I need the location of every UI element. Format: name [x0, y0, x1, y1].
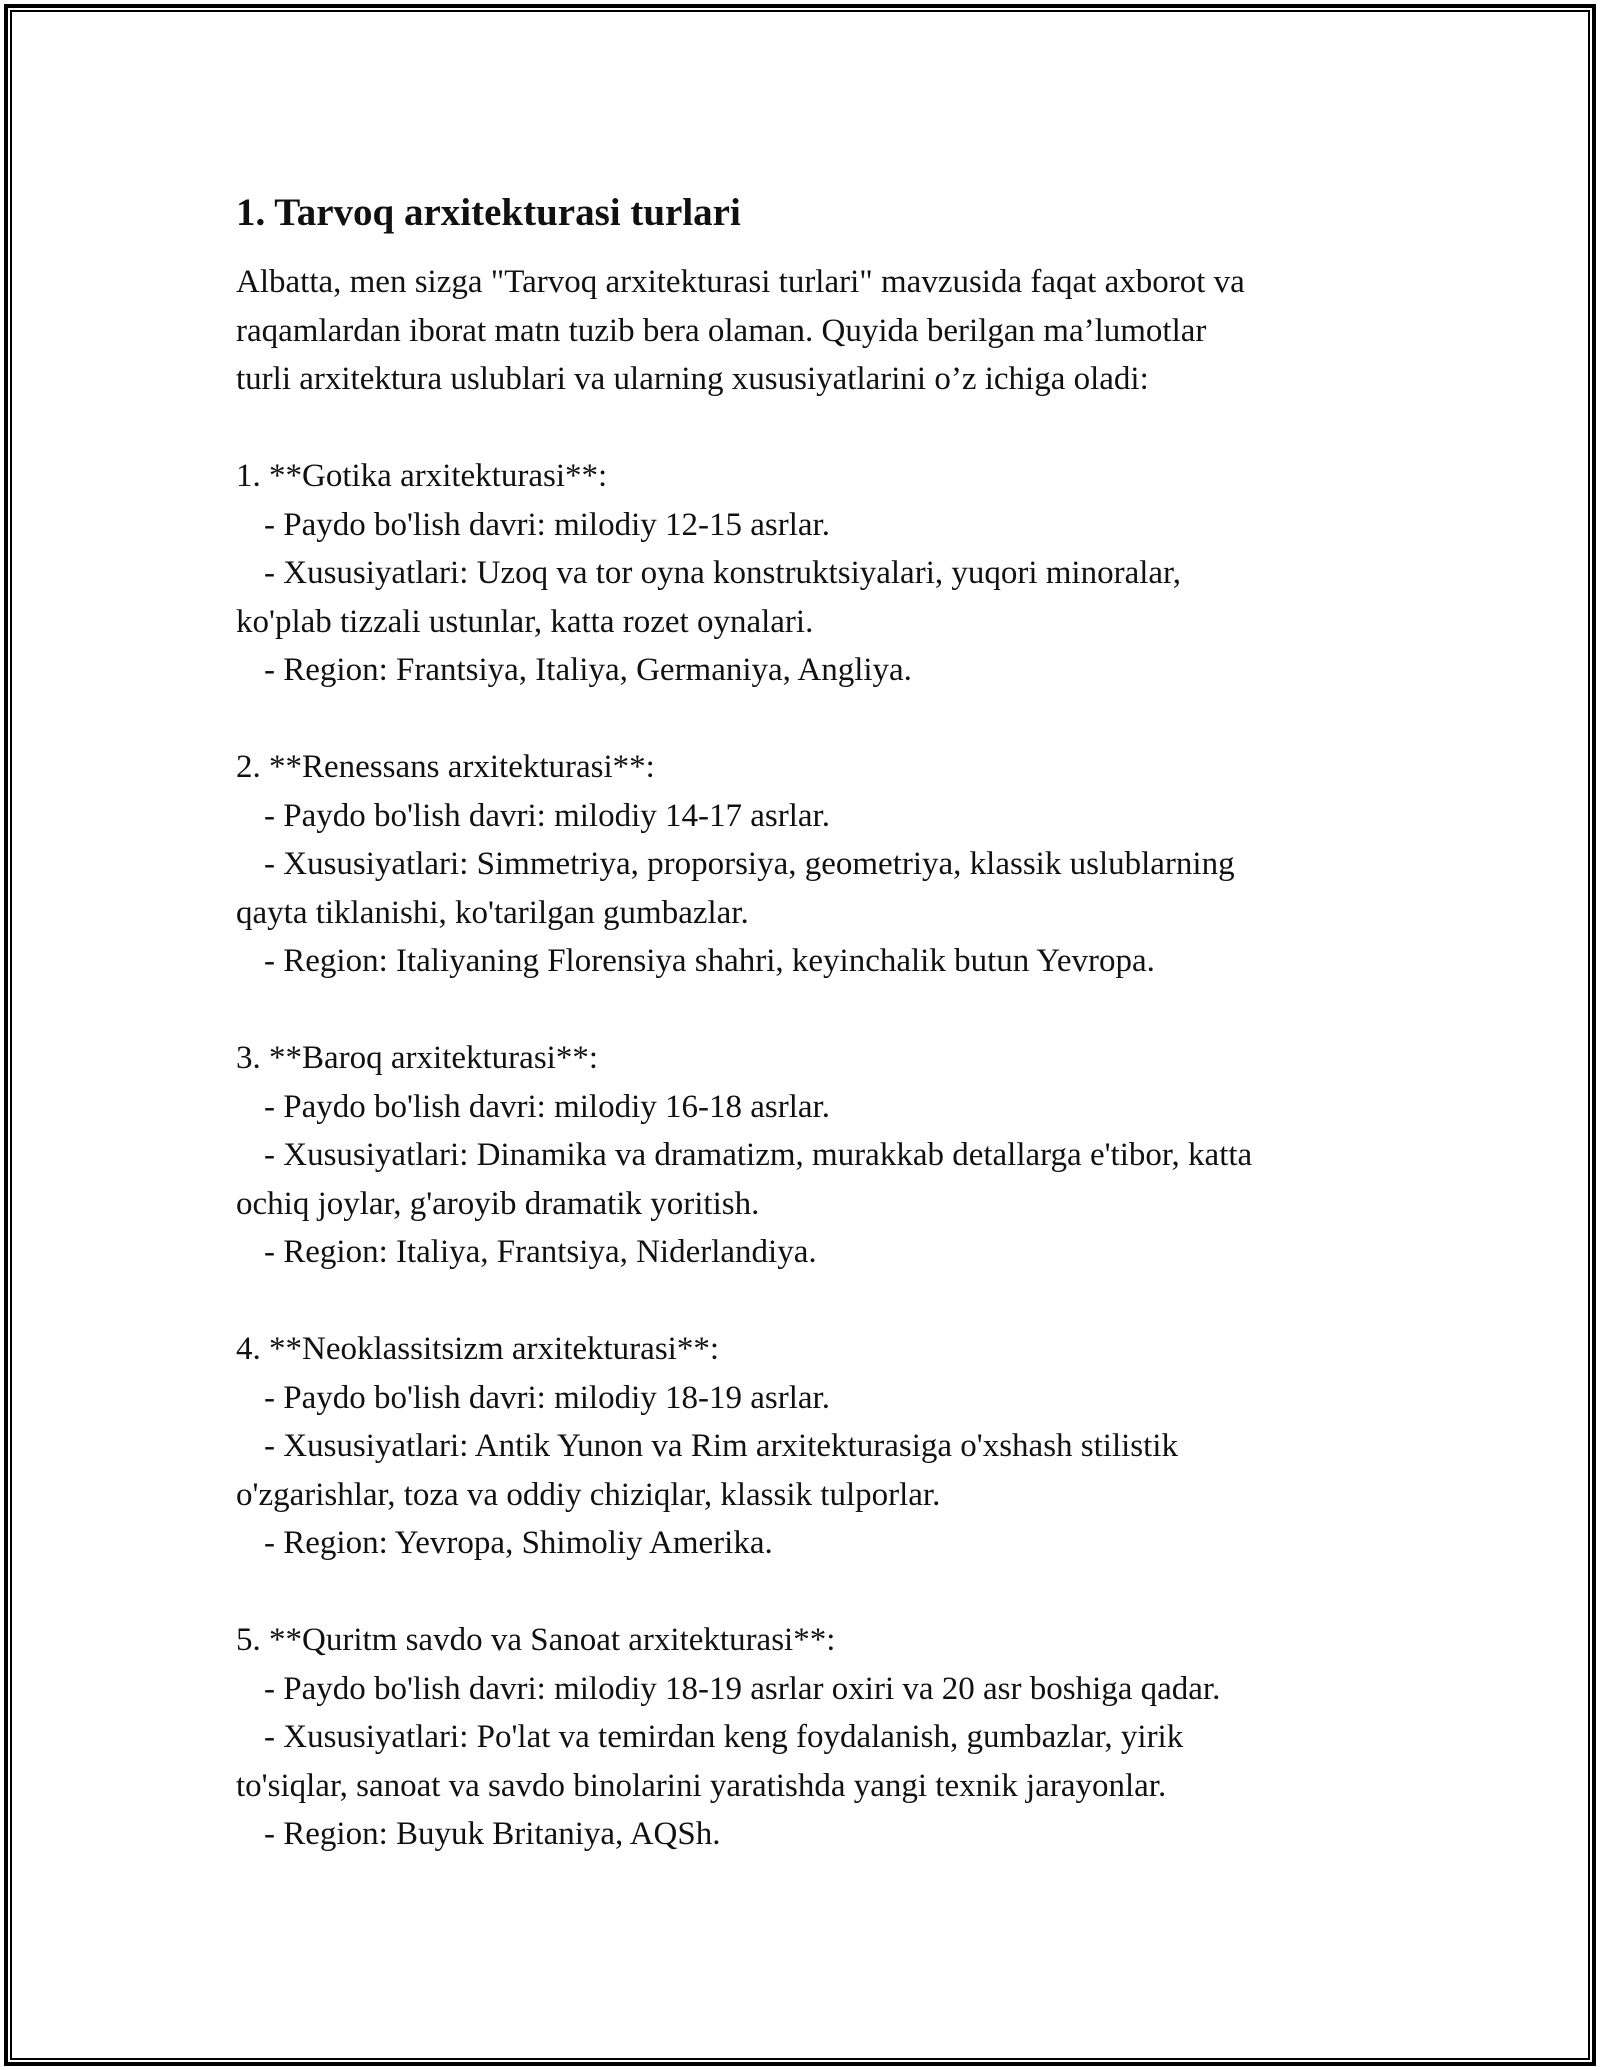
list-item-renessans	[236, 743, 1386, 986]
features-continuation: ochiq joylar, g'aroyib dramatik yoritish.	[236, 1185, 760, 1222]
period-line: - Paydo bo'lish davri: milodiy 16-18 asrlar.	[264, 1088, 830, 1125]
features-continuation: qayta tiklanishi, ko'tarilgan gumbazlar.	[236, 894, 749, 931]
period-line: - Paydo bo'lish davri: milodiy 18-19 asrlar.	[264, 1379, 830, 1416]
list-item-neoklassitsizm	[236, 1325, 1386, 1568]
period-line: - Paydo bo'lish davri: milodiy 18-19 asrlar oxiri va 20 asr boshiga qadar.	[264, 1670, 1221, 1707]
features-continuation: ko'plab tizzali ustunlar, katta rozet oynalari.	[236, 603, 814, 640]
region-line: - Region: Yevropa, Shimoliy Amerika.	[264, 1525, 773, 1561]
section-heading: 4. **Neoklassitsizm arxitekturasi**:	[236, 1331, 719, 1367]
features-line: - Xususiyatlari: Uzoq va tor oyna konstruktsiyalari, yuqori minoralar,	[264, 555, 1181, 591]
architecture-list	[236, 452, 1386, 1859]
region-line: - Region: Italiya, Frantsiya, Niderlandiya.	[264, 1234, 817, 1270]
region-line: - Region: Italiyaning Florensiya shahri, keyinchalik butun Yevropa.	[264, 943, 1155, 979]
features-continuation: o'zgarishlar, toza va oddiy chiziqlar, klassik tulporlar.	[236, 1476, 941, 1513]
features-line: - Xususiyatlari: Po'lat va temirdan keng foydalanish, gumbazlar, yirik	[264, 1719, 1184, 1755]
region-line: - Region: Frantsiya, Italiya, Germaniya, Angliya.	[264, 652, 912, 688]
features-line: - Xususiyatlari: Antik Yunon va Rim arxitekturasiga o'xshash stilistik	[264, 1428, 1178, 1464]
section-heading: 1. **Gotika arxitekturasi**:	[236, 458, 608, 494]
document-title: 1. Tarvoq arxitekturasi turlari	[236, 191, 741, 234]
section-heading: 5. **Quritm savdo va Sanoat arxitekturasi**:	[236, 1622, 836, 1658]
period-line: - Paydo bo'lish davri: milodiy 12-15 asrlar.	[264, 506, 830, 543]
list-item-gotika	[236, 452, 1386, 695]
features-line: - Xususiyatlari: Dinamika va dramatizm, murakkab detallarga e'tibor, katta	[264, 1137, 1253, 1173]
region-line: - Region: Buyuk Britaniya, AQSh.	[264, 1816, 721, 1852]
list-item-sanoat	[236, 1616, 1386, 1859]
section-heading: 2. **Renessans arxitekturasi**:	[236, 749, 655, 785]
list-item-baroq	[236, 1034, 1386, 1277]
section-heading: 3. **Baroq arxitekturasi**:	[236, 1040, 599, 1076]
period-line: - Paydo bo'lish davri: milodiy 14-17 asrlar.	[264, 797, 830, 834]
features-continuation: to'siqlar, sanoat va savdo binolarini yaratishda yangi texnik jarayonlar.	[236, 1767, 1167, 1804]
intro-paragraph: Albatta, men sizga "Tarvoq arxitekturasi turlari" mavzusida faqat axborot va raqamlardan iborat matn tuzib bera olaman. Quyida berilgan ma’lumotlar turli arxitektura uslublari va ularning xususiyatlarini o’z ichiga oladi:	[236, 264, 1245, 397]
features-line: - Xususiyatlari: Simmetriya, proporsiya, geometriya, klassik uslublarning	[264, 846, 1235, 882]
document-body	[236, 188, 1386, 1907]
